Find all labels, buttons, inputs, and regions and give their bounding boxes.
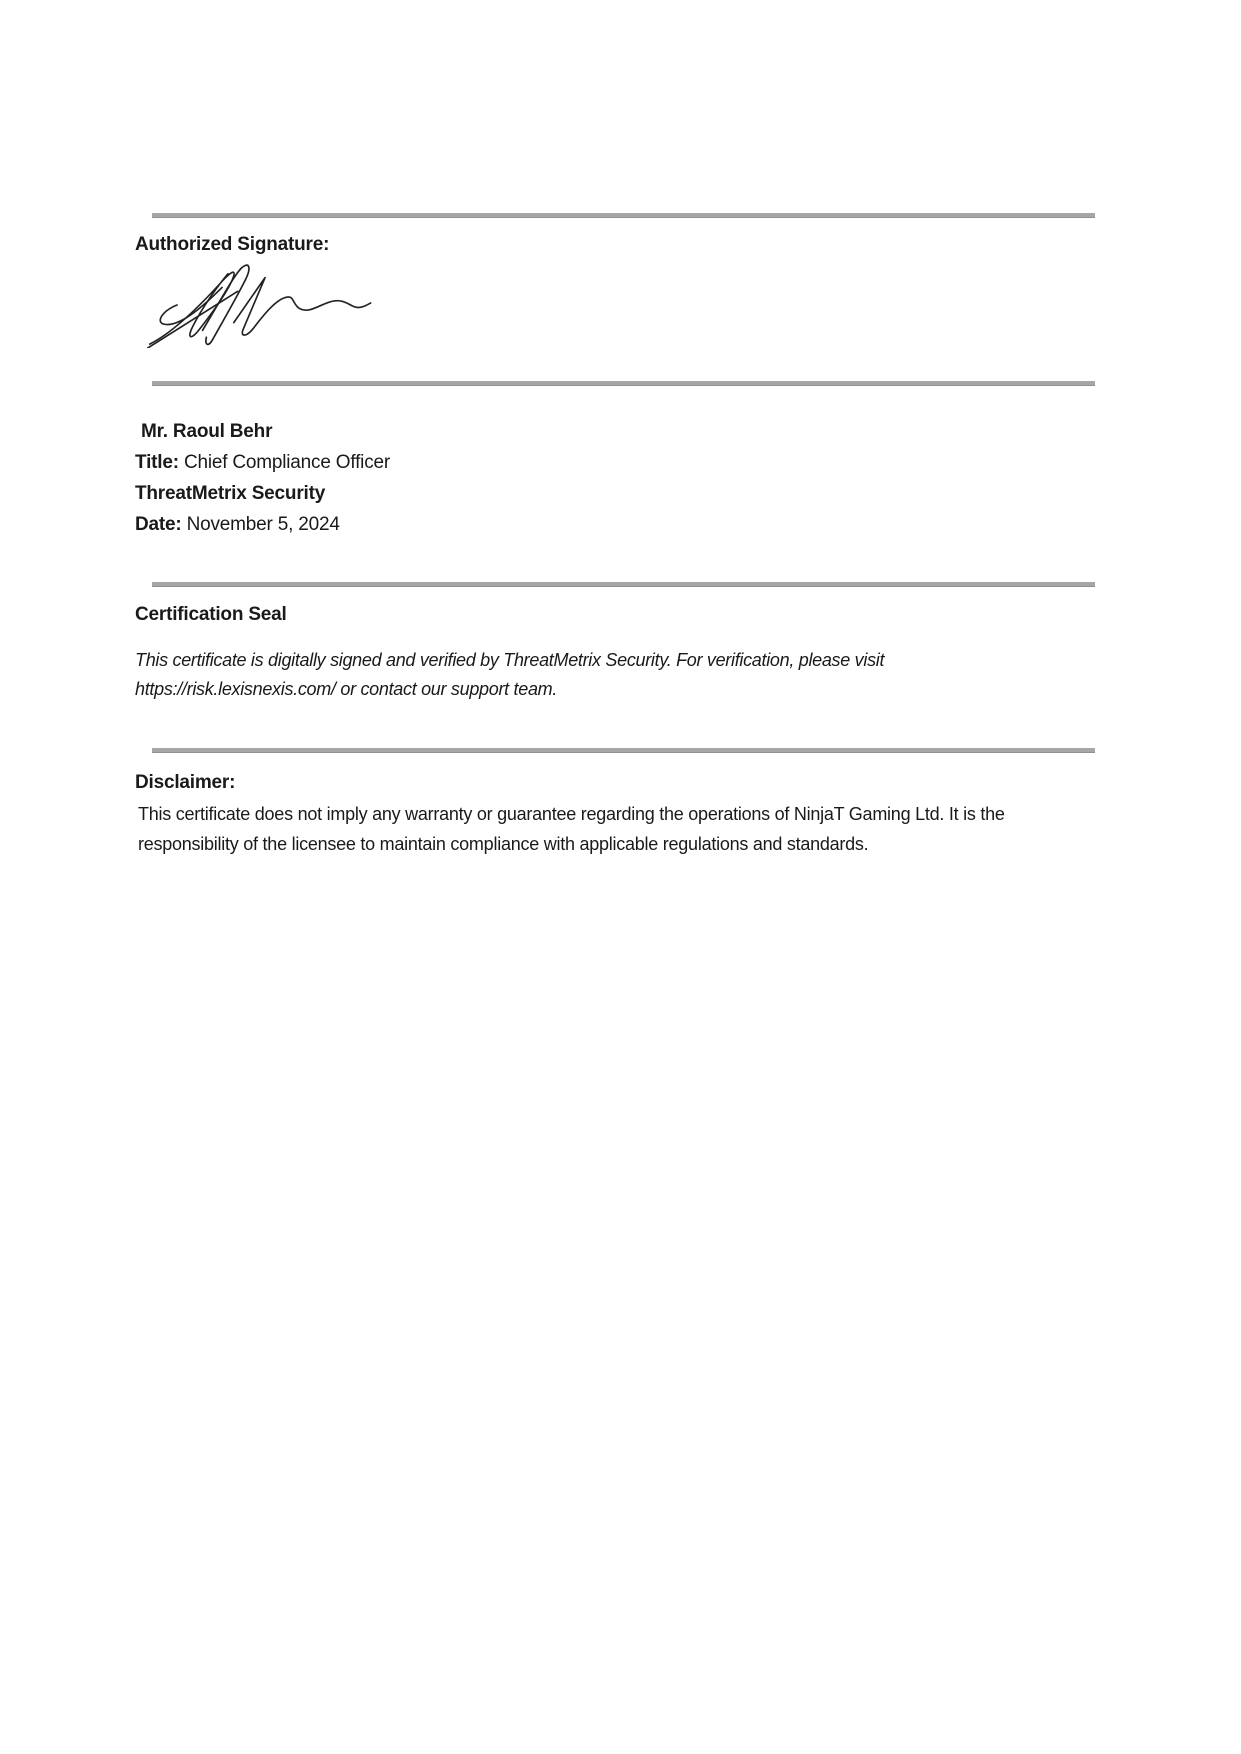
signatory-organization: ThreatMetrix Security — [135, 483, 326, 504]
authorized-signature-heading: Authorized Signature: — [135, 234, 330, 255]
horizontal-rule — [152, 748, 1095, 753]
signatory-name: Mr. Raoul Behr — [141, 421, 273, 442]
certification-seal-text: This certificate is digitally signed and verified by ThreatMetrix Security. For verification, please visit https://risk.lexisnexis.com/ or contact our support team. — [135, 650, 885, 699]
horizontal-rule — [152, 213, 1095, 218]
date-value: November 5, 2024 — [186, 514, 340, 535]
certification-seal-heading: Certification Seal — [135, 604, 287, 625]
signatory-date-line — [135, 509, 1096, 540]
signatory-info — [135, 416, 1096, 540]
disclaimer-heading: Disclaimer: — [135, 772, 236, 793]
horizontal-rule — [152, 381, 1095, 386]
title-value: Chief Compliance Officer — [183, 452, 390, 473]
horizontal-rule — [152, 582, 1095, 587]
signatory-title-line — [135, 447, 1096, 478]
disclaimer-text: This certificate does not imply any warranty or guarantee regarding the operations of NinjaT Gaming Ltd. It is the responsibility of the licensee to maintain compliance with applicable regulations and standards. — [138, 804, 1005, 854]
signature-image — [141, 262, 393, 348]
date-label: Date: — [135, 514, 182, 535]
title-label: Title: — [135, 452, 179, 473]
